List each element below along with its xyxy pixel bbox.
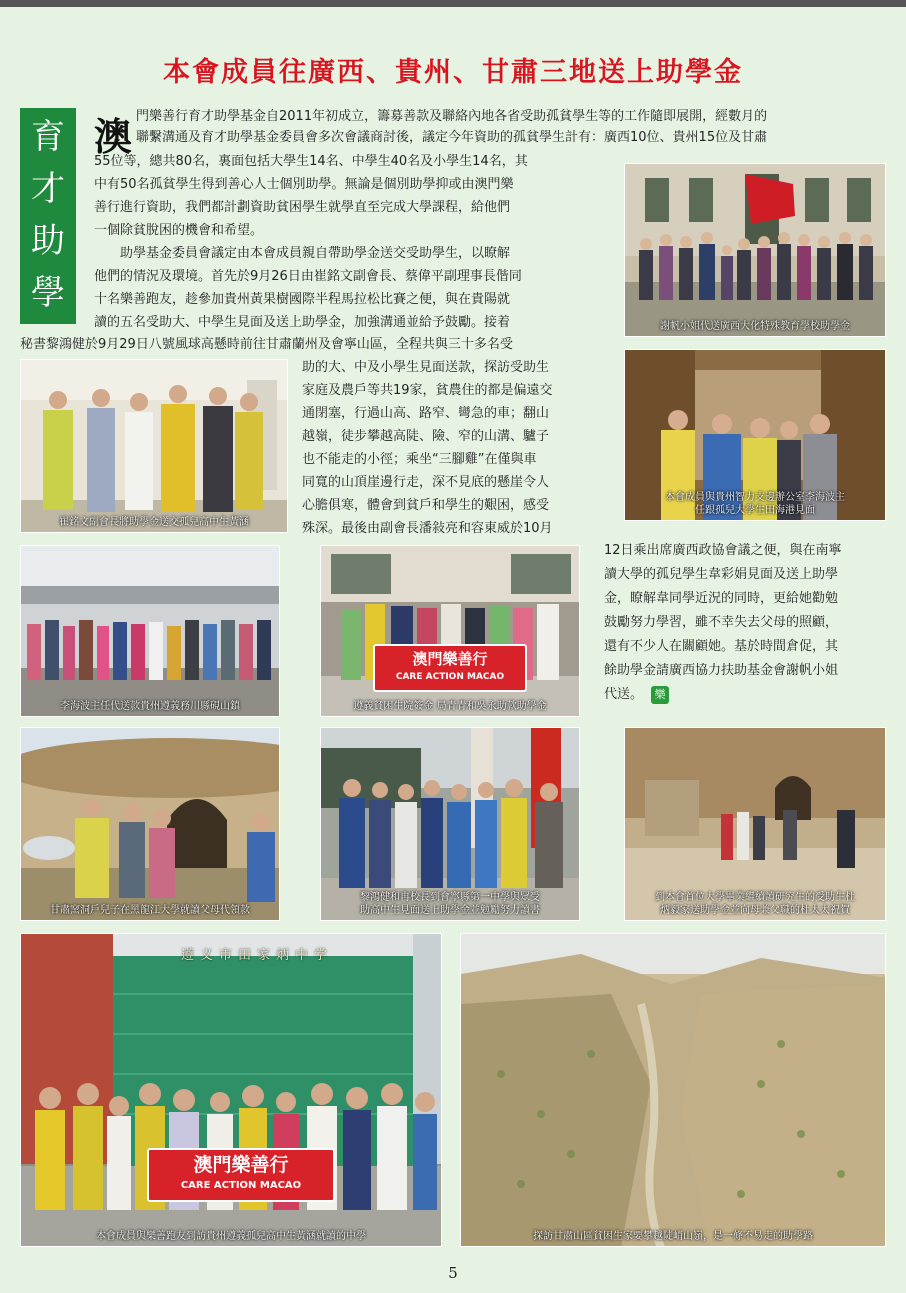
text-line: 越嶺，徒步攀越高陡、險、窄的山溝、驢子 [302, 429, 550, 444]
caption-line: 助高中生見面送上助學金並勉勵努力讀書 [360, 905, 540, 916]
care-action-banner [147, 1148, 335, 1202]
para1-line1: 門樂善行育才助學基金自2011年初成立，籌募善款及聯絡內地各省受助孤貧學生等的工作隨即展開，經數月的 [136, 109, 768, 124]
text-line: 餘助學金請廣西協力扶助基金會謝帆小姐 [604, 663, 839, 678]
caption-line: 本會成員與貴州智力支邊辦公室李海波主 [665, 492, 845, 503]
page-title: 本會成員往廣西、貴州、甘肅三地送上助學金 [163, 57, 743, 88]
banner-cn: 澳門樂善行 [193, 1154, 289, 1176]
caption-line: 任跟孤兒大學生田海港見面 [695, 505, 815, 516]
photo-caption: 本會成員與樂善跑友到訪貴州遵義孤兒高中生黃涵就讀的中學 [96, 1231, 366, 1242]
para2-line1: 助學基金委員會議定由本會成員親自帶助學金送交受助學生，以瞭解 [94, 246, 511, 261]
photo-caption: 崔銘文副會長將助學金送交孤兒高中生黃涵 [59, 517, 249, 528]
para2-line5: 秘書黎鴻健於9月29日八號風球高懸時前往甘肅蘭州及會寧山區，全程共與三十多名受 [20, 337, 513, 352]
photo-caption: 謝帆小姐代送廣西大化特殊教育學校助學金 [660, 321, 850, 332]
section-label [20, 108, 76, 324]
photo-gansu-mountain-path [460, 933, 886, 1247]
photo-wuchuan-group [20, 545, 280, 717]
caption-line: 黎鴻健和冉校長到會寧縣第一中學與眾受 [360, 892, 540, 903]
para2-line3: 十名樂善跑友，趁參加貴州黃果樹國際半程馬拉松比賽之便，與在貴陽就 [94, 292, 511, 307]
photo-caption: 李海波主任代送款貴州遵義務川縣硯山鎮 [60, 701, 240, 712]
text-line: 金，瞭解韋同學近況的同時，更給她勸勉 [604, 591, 839, 606]
end-mark-icon: 樂 [651, 686, 669, 704]
banner-en: CARE ACTION MACAO [180, 1180, 302, 1191]
photo-caption: 探訪甘肅山區貧困生家要攀越陡峭山嶺，是一條不易走的助學路 [533, 1231, 813, 1242]
banner-en: CARE ACTION MACAO [395, 672, 505, 682]
photo-cui-huang [20, 359, 288, 533]
photo-caption: 遵義貧困生院簽金 局青青和吳永助款助學金 [353, 701, 547, 712]
photo-caption [625, 891, 885, 920]
text-line: 助的大、中及小學生見面送款，探訪受助生 [302, 360, 550, 375]
para1-line4: 中有50名孤貧學生得到善心人士個別助學。無論是個別助學抑或由澳門樂 [94, 177, 514, 192]
photo-guangxi-school [624, 163, 886, 337]
text-line: 代送。 樂 [604, 684, 886, 706]
photo-zunyi-banner [320, 545, 580, 717]
text-line: 殊深。最後由副會長潘敍亮和容東威於10月 [302, 521, 553, 536]
photo-zunyi-school-group [20, 933, 442, 1247]
banner-cn: 澳門樂善行 [412, 650, 488, 668]
text-line: 還有不少人在關顧她。基於時間倉促，其 [604, 639, 839, 654]
para1-line3: 55位等，總共80名，裏面包括大學生14名、中學生40名及小學生14名，其 [94, 154, 528, 169]
photo-caption: 甘肅窯洞戶兒子在黑龍江大學就讀父母代領款 [50, 905, 250, 916]
photo-huining-school [320, 727, 580, 921]
care-action-banner [373, 644, 527, 692]
text-line: 也不能走的小徑；乘坐“三腳雞”在僅與車 [302, 452, 537, 467]
para2-line4: 讀的五名受助大、中學生見面及送上助學金，加強溝通並給予鼓勵。接着 [94, 315, 511, 330]
photo-li-tian [624, 349, 886, 521]
drop-cap: 澳 [94, 114, 133, 159]
top-rule [0, 0, 906, 7]
caption-line: 到本會首位大學畢業繼續讀研究生的受助生杜 [655, 892, 855, 903]
text-line: 心膽俱寒，體會到貧戶和學生的艱困，感受 [302, 498, 550, 513]
para2-line2: 他們的情況及環境。首先於9月26日由崔銘文副會長、蔡偉平副理事長偕同 [94, 269, 522, 284]
photo-du-family [624, 727, 886, 921]
building-sign: 遵义市田家炳中学 [181, 948, 334, 963]
para1-line2: 聯繫溝通及育才助學基金委員會多次會議商討後，議定今年資助的孤貧學生計有：廣西10位、貴州15位及甘肅 [136, 130, 768, 145]
photo-gansu-cave-home [20, 727, 280, 921]
photo-caption [625, 491, 885, 520]
page-number: 5 [448, 1264, 458, 1282]
text-line: 家庭及農戶等共19家，貧農住的都是偏遠交 [302, 383, 553, 398]
text-line: 同寬的山頂崖邊行走，深不見底的懸崖令人 [302, 475, 550, 490]
text-line: 讀大學的孤兒學生韋彩娟見面及送上助學 [604, 567, 839, 582]
caption-line: 炳毅家送助學金並向母兼父職的杜太太祝賀 [660, 905, 850, 916]
text-line: 通閉塞，行過山高、路窄、彎急的車；翻山 [302, 406, 550, 421]
text-line: 12日乘出席廣西政協會議之便，與在南寧 [604, 543, 842, 558]
para1-line5: 善行進行資助，我們都計劃資助貧困學生就學直至完成大學課程，給他們 [94, 200, 511, 215]
section-label-text: 育才助學 [31, 117, 65, 313]
photo-caption [321, 891, 579, 920]
text-line: 鼓勵努力學習，雖不幸失去父母的照顧， [604, 615, 839, 630]
para1-line6: 一個除貧脫困的機會和希望。 [94, 223, 264, 238]
